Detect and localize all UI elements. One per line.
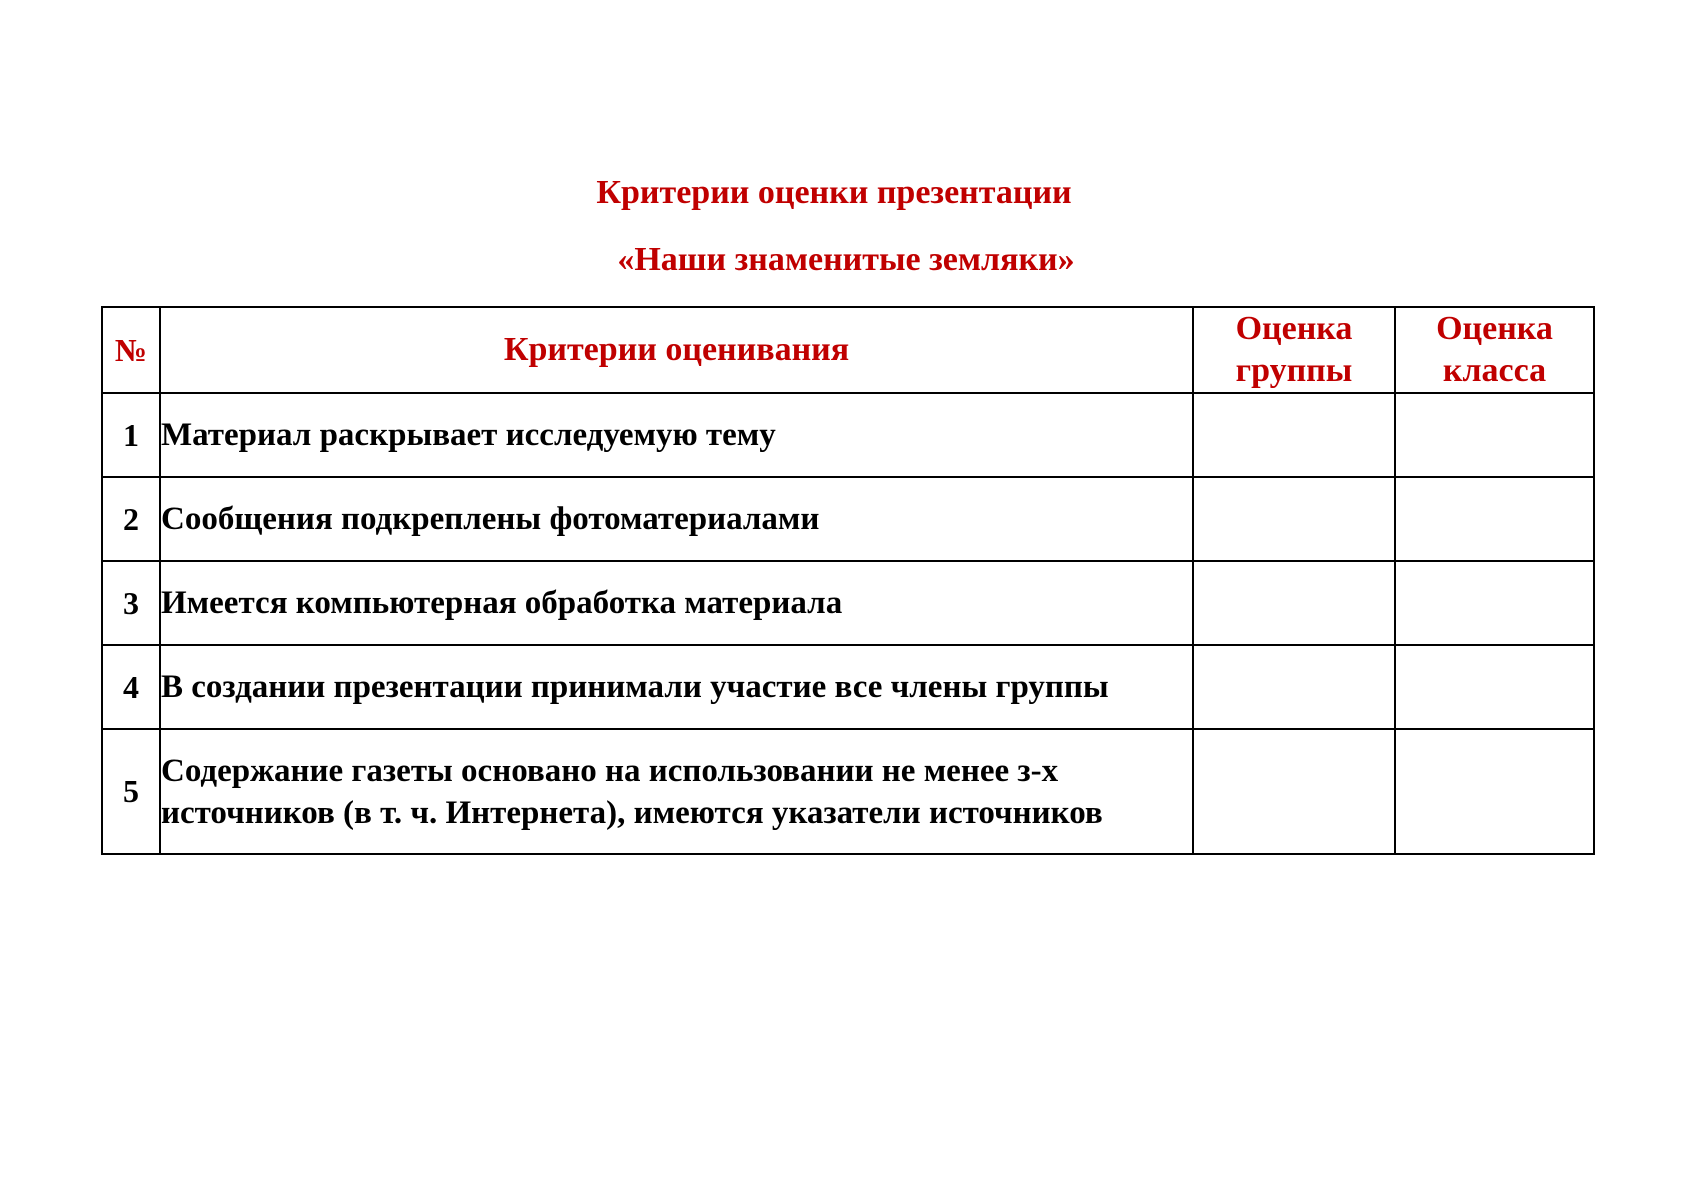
criterion-text: Содержание газеты основано на использовании не менее з-х источников (в т. ч. Интернета), имеются указатели источников [160, 729, 1193, 854]
criterion-text: Имеется компьютерная обработка материала [160, 561, 1193, 645]
class-score-cell[interactable] [1395, 393, 1594, 477]
criterion-text: Сообщения подкреплены фотоматериалами [160, 477, 1193, 561]
table-row [102, 729, 1594, 854]
row-number: 3 [102, 561, 160, 645]
row-number: 1 [102, 393, 160, 477]
group-score-cell[interactable] [1193, 393, 1395, 477]
class-score-cell[interactable] [1395, 729, 1594, 854]
class-score-cell[interactable] [1395, 561, 1594, 645]
header-criteria: Критерии оценивания [160, 307, 1193, 393]
table-row [102, 477, 1594, 561]
header-class-score: Оценка класса [1395, 307, 1594, 393]
class-score-cell[interactable] [1395, 645, 1594, 729]
class-score-cell[interactable] [1395, 477, 1594, 561]
header-number: № [102, 307, 160, 393]
table-row [102, 393, 1594, 477]
group-score-cell[interactable] [1193, 729, 1395, 854]
row-number: 4 [102, 645, 160, 729]
table-header-row [102, 307, 1594, 393]
document-subtitle: «Наши знаменитые земляки» [617, 241, 1075, 278]
row-number: 2 [102, 477, 160, 561]
header-group-score: Оценка группы [1193, 307, 1395, 393]
group-score-cell[interactable] [1193, 645, 1395, 729]
criterion-text: В создании презентации принимали участие все члены группы [160, 645, 1193, 729]
table-row [102, 561, 1594, 645]
row-number: 5 [102, 729, 160, 854]
group-score-cell[interactable] [1193, 477, 1395, 561]
group-score-cell[interactable] [1193, 561, 1395, 645]
criterion-text: Материал раскрывает исследуемую тему [160, 393, 1193, 477]
criteria-table [101, 306, 1595, 855]
table-row [102, 645, 1594, 729]
document-title: Критерии оценки презентации [596, 174, 1072, 211]
